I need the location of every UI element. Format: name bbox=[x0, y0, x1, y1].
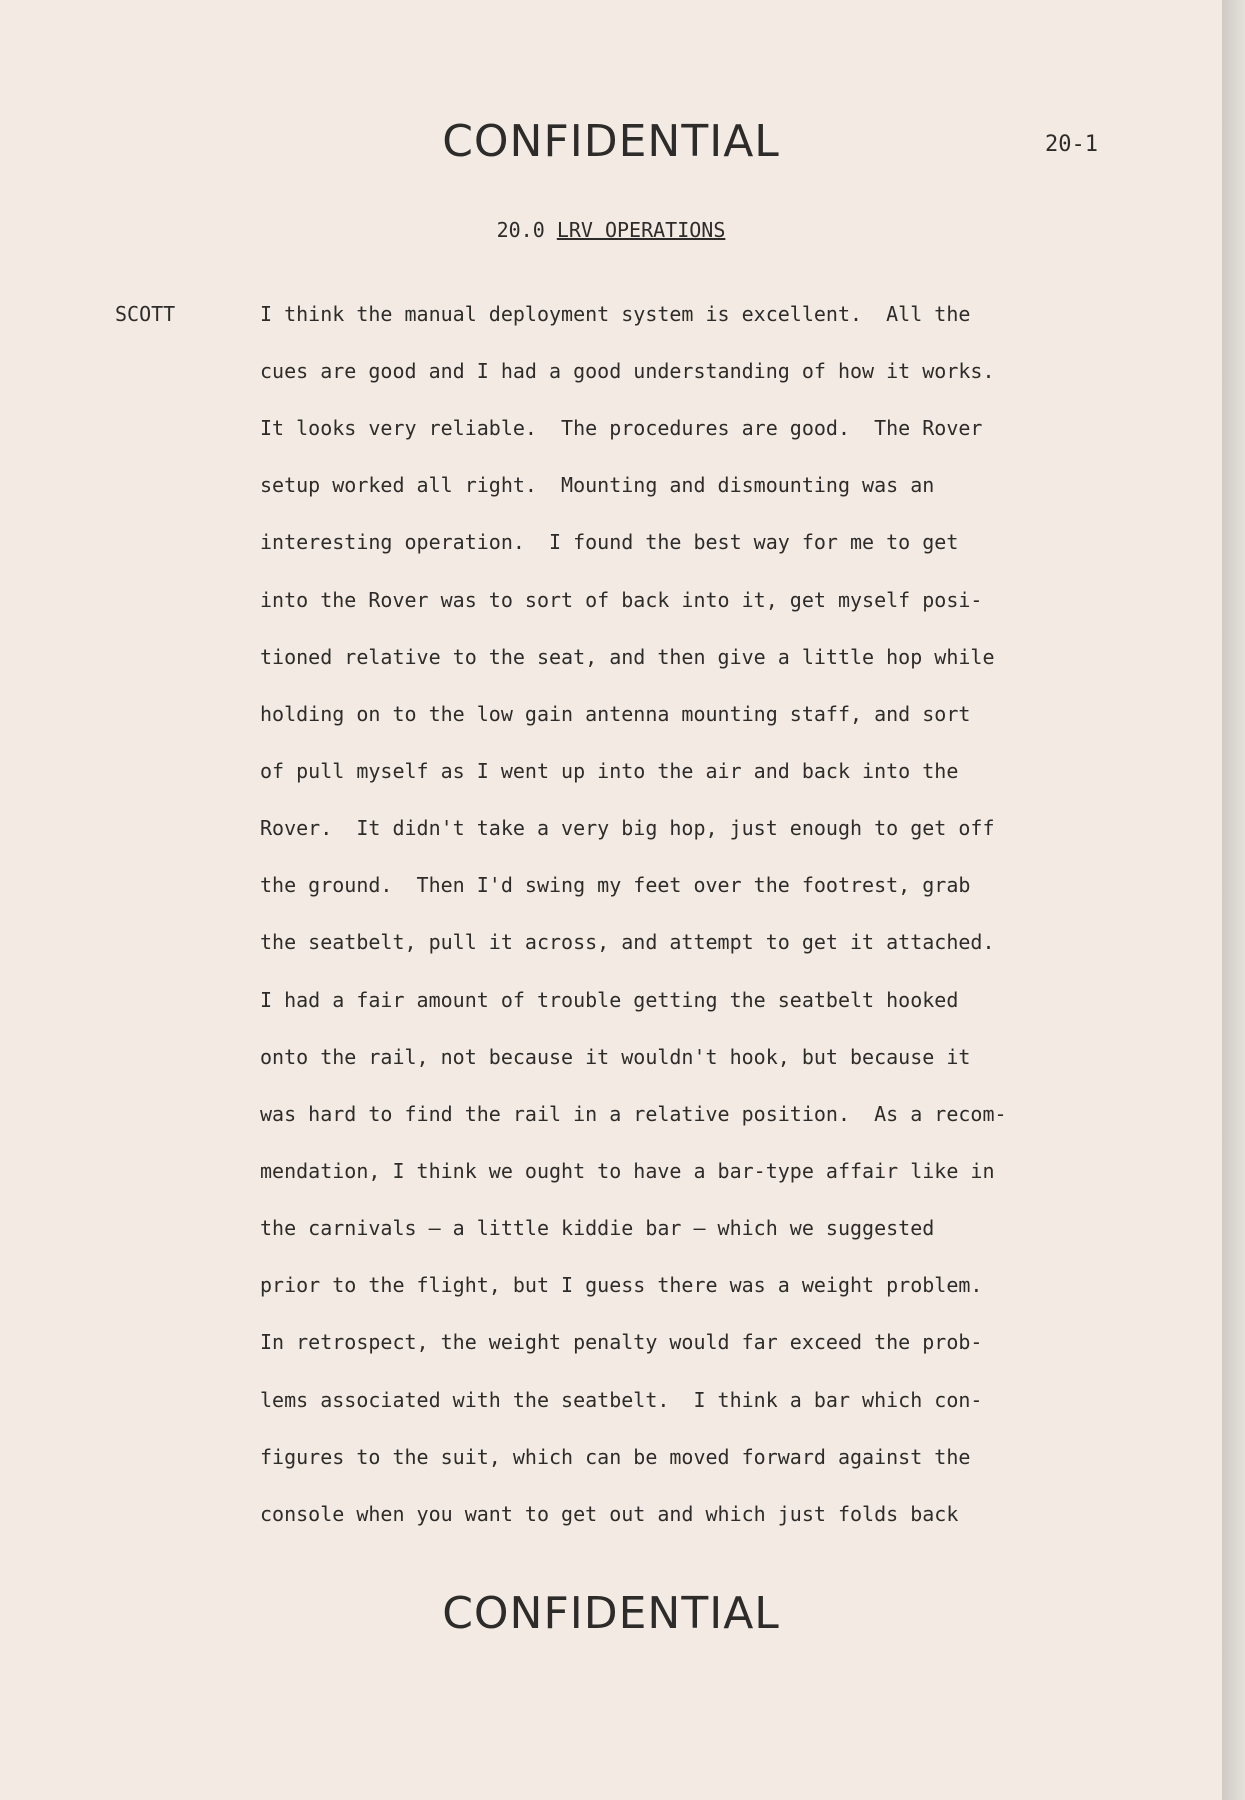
transcript-line: prior to the flight, but I guess there was a weight problem. bbox=[260, 1273, 983, 1297]
transcript-line: I think the manual deployment system is excellent. All the bbox=[260, 302, 971, 326]
transcript-line: was hard to find the rail in a relative position. As a recom- bbox=[260, 1102, 1007, 1126]
transcript-line: In retrospect, the weight penalty would far exceed the prob- bbox=[260, 1330, 983, 1354]
transcript-line: lems associated with the seatbelt. I think a bar which con- bbox=[260, 1388, 983, 1412]
transcript-line: cues are good and I had a good understanding of how it works. bbox=[260, 359, 995, 383]
section-number: 20.0 bbox=[496, 218, 545, 242]
transcript-line: Rover. It didn't take a very big hop, just enough to get off bbox=[260, 816, 995, 840]
transcript-line: interesting operation. I found the best way for me to get bbox=[260, 530, 959, 554]
page-edge bbox=[1222, 0, 1245, 1800]
transcript-line: tioned relative to the seat, and then give a little hop while bbox=[260, 645, 995, 669]
speaker-label: SCOTT bbox=[115, 302, 176, 326]
confidential-stamp-bottom: CONFIDENTIAL bbox=[442, 1588, 780, 1639]
section-title: LRV OPERATIONS bbox=[556, 218, 726, 242]
transcript-line: into the Rover was to sort of back into it, get myself posi- bbox=[260, 588, 983, 612]
transcript-line: onto the rail, not because it wouldn't hook, but because it bbox=[260, 1045, 971, 1069]
show-through-texture bbox=[130, 200, 1110, 1500]
transcript-line: holding on to the low gain antenna mounting staff, and sort bbox=[260, 702, 971, 726]
transcript-line: figures to the suit, which can be moved forward against the bbox=[260, 1445, 971, 1469]
transcript-line: mendation, I think we ought to have a bar-type affair like in bbox=[260, 1159, 995, 1183]
transcript-line: It looks very reliable. The procedures are good. The Rover bbox=[260, 416, 983, 440]
transcript-line: the carnivals — a little kiddie bar — which we suggested bbox=[260, 1216, 935, 1240]
section-heading bbox=[0, 218, 1222, 242]
transcript-line: I had a fair amount of trouble getting the seatbelt hooked bbox=[260, 988, 959, 1012]
confidential-stamp-top: CONFIDENTIAL bbox=[442, 116, 780, 167]
page-number: 20-1 bbox=[1045, 132, 1098, 157]
transcript-line: console when you want to get out and which just folds back bbox=[260, 1502, 959, 1526]
transcript-line: the seatbelt, pull it across, and attempt to get it attached. bbox=[260, 930, 995, 954]
transcript-line: the ground. Then I'd swing my feet over the footrest, grab bbox=[260, 873, 971, 897]
transcript-line: setup worked all right. Mounting and dismounting was an bbox=[260, 473, 935, 497]
transcript-line: of pull myself as I went up into the air and back into the bbox=[260, 759, 959, 783]
